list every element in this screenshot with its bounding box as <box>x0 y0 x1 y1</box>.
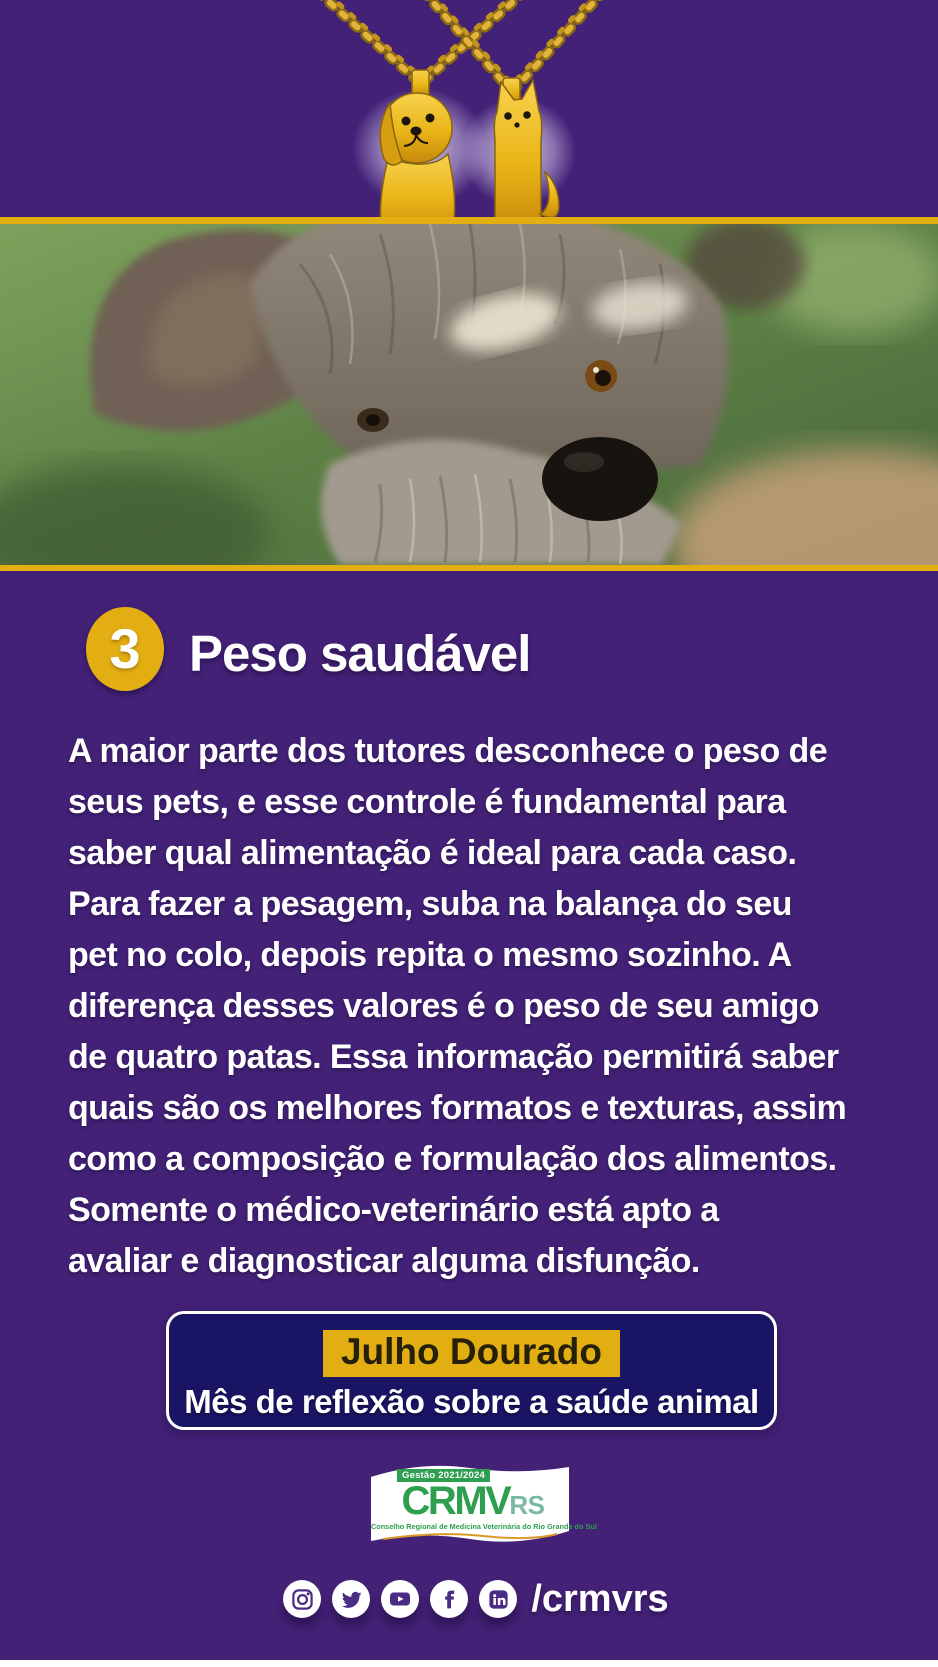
body-line: Somente o médico-veterinário está apto a <box>68 1191 719 1229</box>
twitter-icon[interactable] <box>332 1580 370 1618</box>
campaign-box <box>166 1311 777 1430</box>
body-paragraph <box>68 726 913 1287</box>
facebook-icon[interactable] <box>430 1580 468 1618</box>
body-line: A maior parte dos tutores desconhece o peso de <box>68 732 827 770</box>
body-line: saber qual alimentação é ideal para cada caso. <box>68 834 797 872</box>
logo-tagline: Conselho Regional de Medicina Veterinária do Rio Grande do Sul <box>371 1522 597 1531</box>
gold-divider-top <box>0 217 938 224</box>
section-number: 3 <box>109 617 141 680</box>
gold-necklaces-illustration <box>0 0 938 217</box>
campaign-title: Julho Dourado <box>323 1330 620 1377</box>
bottom-white-strip <box>0 1660 938 1667</box>
page-title: Peso saudável <box>189 625 531 682</box>
logo-acronym: CRMV <box>401 1479 510 1523</box>
body-line: quais são os melhores formatos e texturas, assim <box>68 1089 847 1127</box>
gold-chain <box>318 0 603 92</box>
social-links-row <box>0 1577 938 1621</box>
logo-region: RS <box>509 1490 545 1520</box>
section-number-badge <box>86 607 164 691</box>
logo-gold-swoosh <box>381 1531 559 1541</box>
body-line: pet no colo, depois repita o mesmo sozinho. A <box>68 936 792 974</box>
gold-divider-bottom <box>0 565 938 571</box>
campaign-subtitle: Mês de reflexão sobre a saúde animal <box>184 1383 759 1420</box>
youtube-icon[interactable] <box>381 1580 419 1618</box>
crmv-rs-logo <box>371 1459 597 1549</box>
social-handle[interactable]: /crmvrs <box>531 1577 669 1620</box>
body-line: avaliar e diagnosticar alguma disfunção. <box>68 1242 700 1280</box>
body-line: como a composição e formulação dos alimentos. <box>68 1140 837 1178</box>
body-line: de quatro patas. Essa informação permitirá saber <box>68 1038 839 1076</box>
logo-badge: Gestão 2021/2024 <box>397 1469 490 1482</box>
schnauzer-dog-photo <box>0 224 938 565</box>
instagram-icon[interactable] <box>283 1580 321 1618</box>
linkedin-icon[interactable] <box>479 1580 517 1618</box>
body-line: seus pets, e esse controle é fundamental para <box>68 783 786 821</box>
body-line: Para fazer a pesagem, suba na balança do seu <box>68 885 792 923</box>
body-line: diferença desses valores é o peso de seu amigo <box>68 987 819 1025</box>
